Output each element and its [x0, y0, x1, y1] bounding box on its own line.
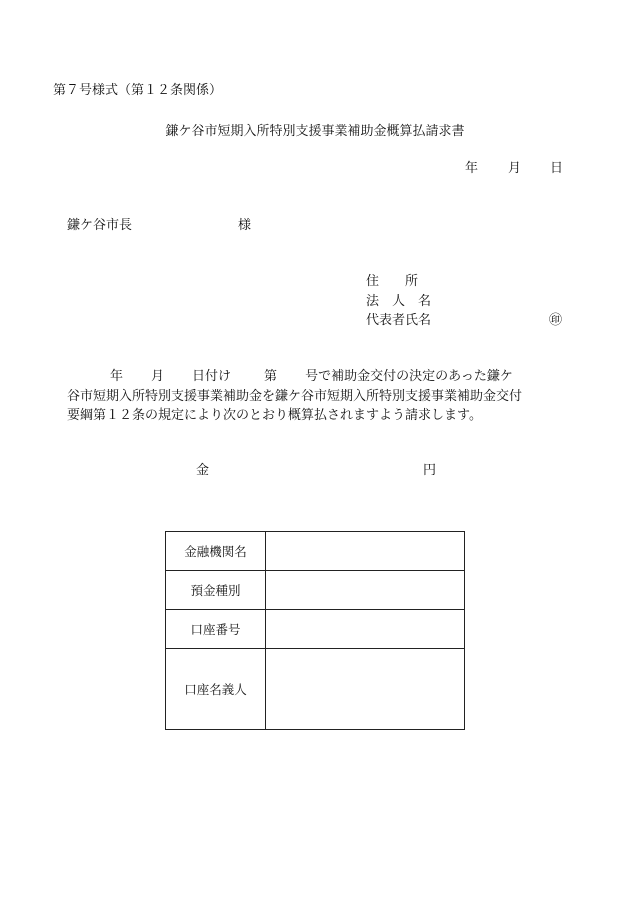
body-line-3: 要綱第１２条の規定により次のとおり概算払されますよう請求します。 [67, 408, 482, 423]
applicant-address-label: 住 所 [366, 274, 419, 289]
seal-mark: ㊞ [549, 313, 563, 328]
bank-account-table [165, 531, 465, 730]
addressee-honorific: 様 [238, 218, 252, 233]
table-row [166, 649, 465, 730]
addressee-name: 鎌ケ谷市長 [67, 218, 133, 233]
date-year-label: 年 [465, 161, 479, 176]
form-number: 第７号様式（第１２条関係） [53, 83, 223, 98]
applicant-corporation-label: 法 人 名 [366, 294, 432, 309]
applicant-representative-label: 代表者氏名 [366, 313, 432, 328]
account-holder-field[interactable] [266, 649, 465, 730]
account-holder-label: 口座名義人 [166, 649, 266, 730]
document-title: 鎌ケ谷市短期入所特別支援事業補助金概算払請求書 [165, 124, 465, 139]
body-line-2: 谷市短期入所特別支援事業補助金を鎌ケ谷市短期入所特別支援事業補助金交付 [67, 388, 523, 404]
amount-label: 金 [196, 463, 210, 478]
date-month-label: 月 [508, 161, 522, 176]
account-number-label: 口座番号 [166, 610, 266, 649]
bank-name-field[interactable] [266, 532, 465, 571]
table-row [166, 610, 465, 649]
bank-name-label: 金融機関名 [166, 532, 266, 571]
amount-unit: 円 [423, 463, 437, 478]
request-body-text [67, 367, 567, 426]
body-line-1: 年 月 日付け 第 号で補助金交付の決定のあった鎌ケ [110, 369, 513, 384]
table-row [166, 571, 465, 610]
date-day-label: 日 [550, 161, 564, 176]
table-row [166, 532, 465, 571]
deposit-type-label: 預金種別 [166, 571, 266, 610]
deposit-type-field[interactable] [266, 571, 465, 610]
account-number-field[interactable] [266, 610, 465, 649]
